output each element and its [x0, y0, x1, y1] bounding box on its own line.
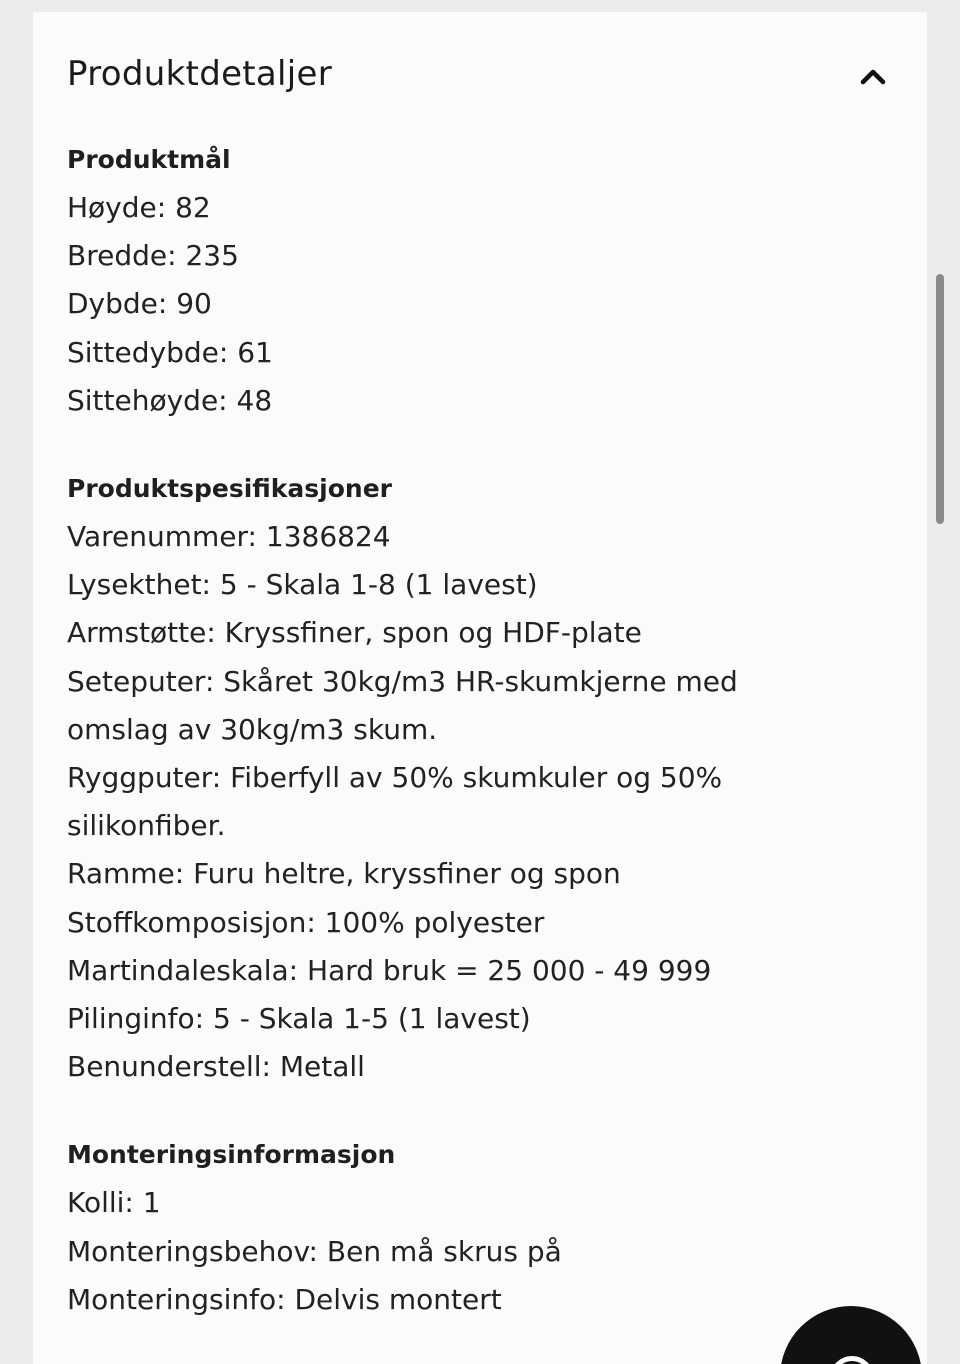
spec-line: Varenummer: 1386824	[67, 520, 391, 554]
section-title: Produktspesifikasjoner	[67, 474, 393, 504]
panel-title: Produktdetaljer	[67, 54, 333, 94]
spec-line: Kolli: 1	[67, 1186, 161, 1220]
spec-line: Lysekthet: 5 - Skala 1-8 (1 lavest)	[67, 568, 538, 602]
section-title: Produktmål	[67, 145, 231, 174]
spec-line: omslag av 30kg/m3 skum.	[67, 712, 438, 746]
section-assembly	[67, 1135, 867, 1324]
section-dimensions	[67, 140, 867, 425]
spec-line: Martindaleskala: Hard bruk = 25 000 - 49 999	[67, 953, 712, 987]
spec-line: Monteringsinfo: Delvis montert	[67, 1282, 502, 1316]
section-title: Monteringsinformasjon	[67, 1140, 396, 1170]
spec-line: Seteputer: Skåret 30kg/m3 HR-skumkjerne med	[67, 664, 738, 698]
chevron-up-icon	[857, 60, 889, 92]
scrollbar-thumb[interactable]	[936, 274, 944, 524]
spec-line: Ryggputer: Fiberfyll av 50% skumkuler og 50%	[67, 761, 723, 795]
spec-line: Pilinginfo: 5 - Skala 1-5 (1 lavest)	[67, 1002, 531, 1036]
spec-line: Bredde: 235	[67, 239, 239, 273]
spec-line: Høyde: 82	[67, 191, 211, 224]
panel-header[interactable]	[67, 52, 895, 102]
section-specifications	[67, 469, 867, 1091]
spec-line: Dybde: 90	[67, 287, 212, 321]
spec-line: Sittedybde: 61	[67, 335, 273, 369]
spec-line: Stoffkomposisjon: 100% polyester	[67, 905, 545, 939]
spec-line: Benunderstell: Metall	[67, 1050, 365, 1084]
spec-line: silikonfiber.	[67, 809, 226, 843]
spec-line: Ramme: Furu heltre, kryssfiner og spon	[67, 857, 621, 891]
collapse-button[interactable]	[851, 54, 895, 98]
spec-line: Armstøtte: Kryssfiner, spon og HDF-plate	[67, 616, 642, 650]
details-content	[67, 140, 867, 1364]
product-details-panel	[33, 12, 927, 1364]
spec-line: Monteringsbehov: Ben må skrus på	[67, 1234, 562, 1268]
spec-line: Sittehøyde: 48	[67, 383, 273, 417]
